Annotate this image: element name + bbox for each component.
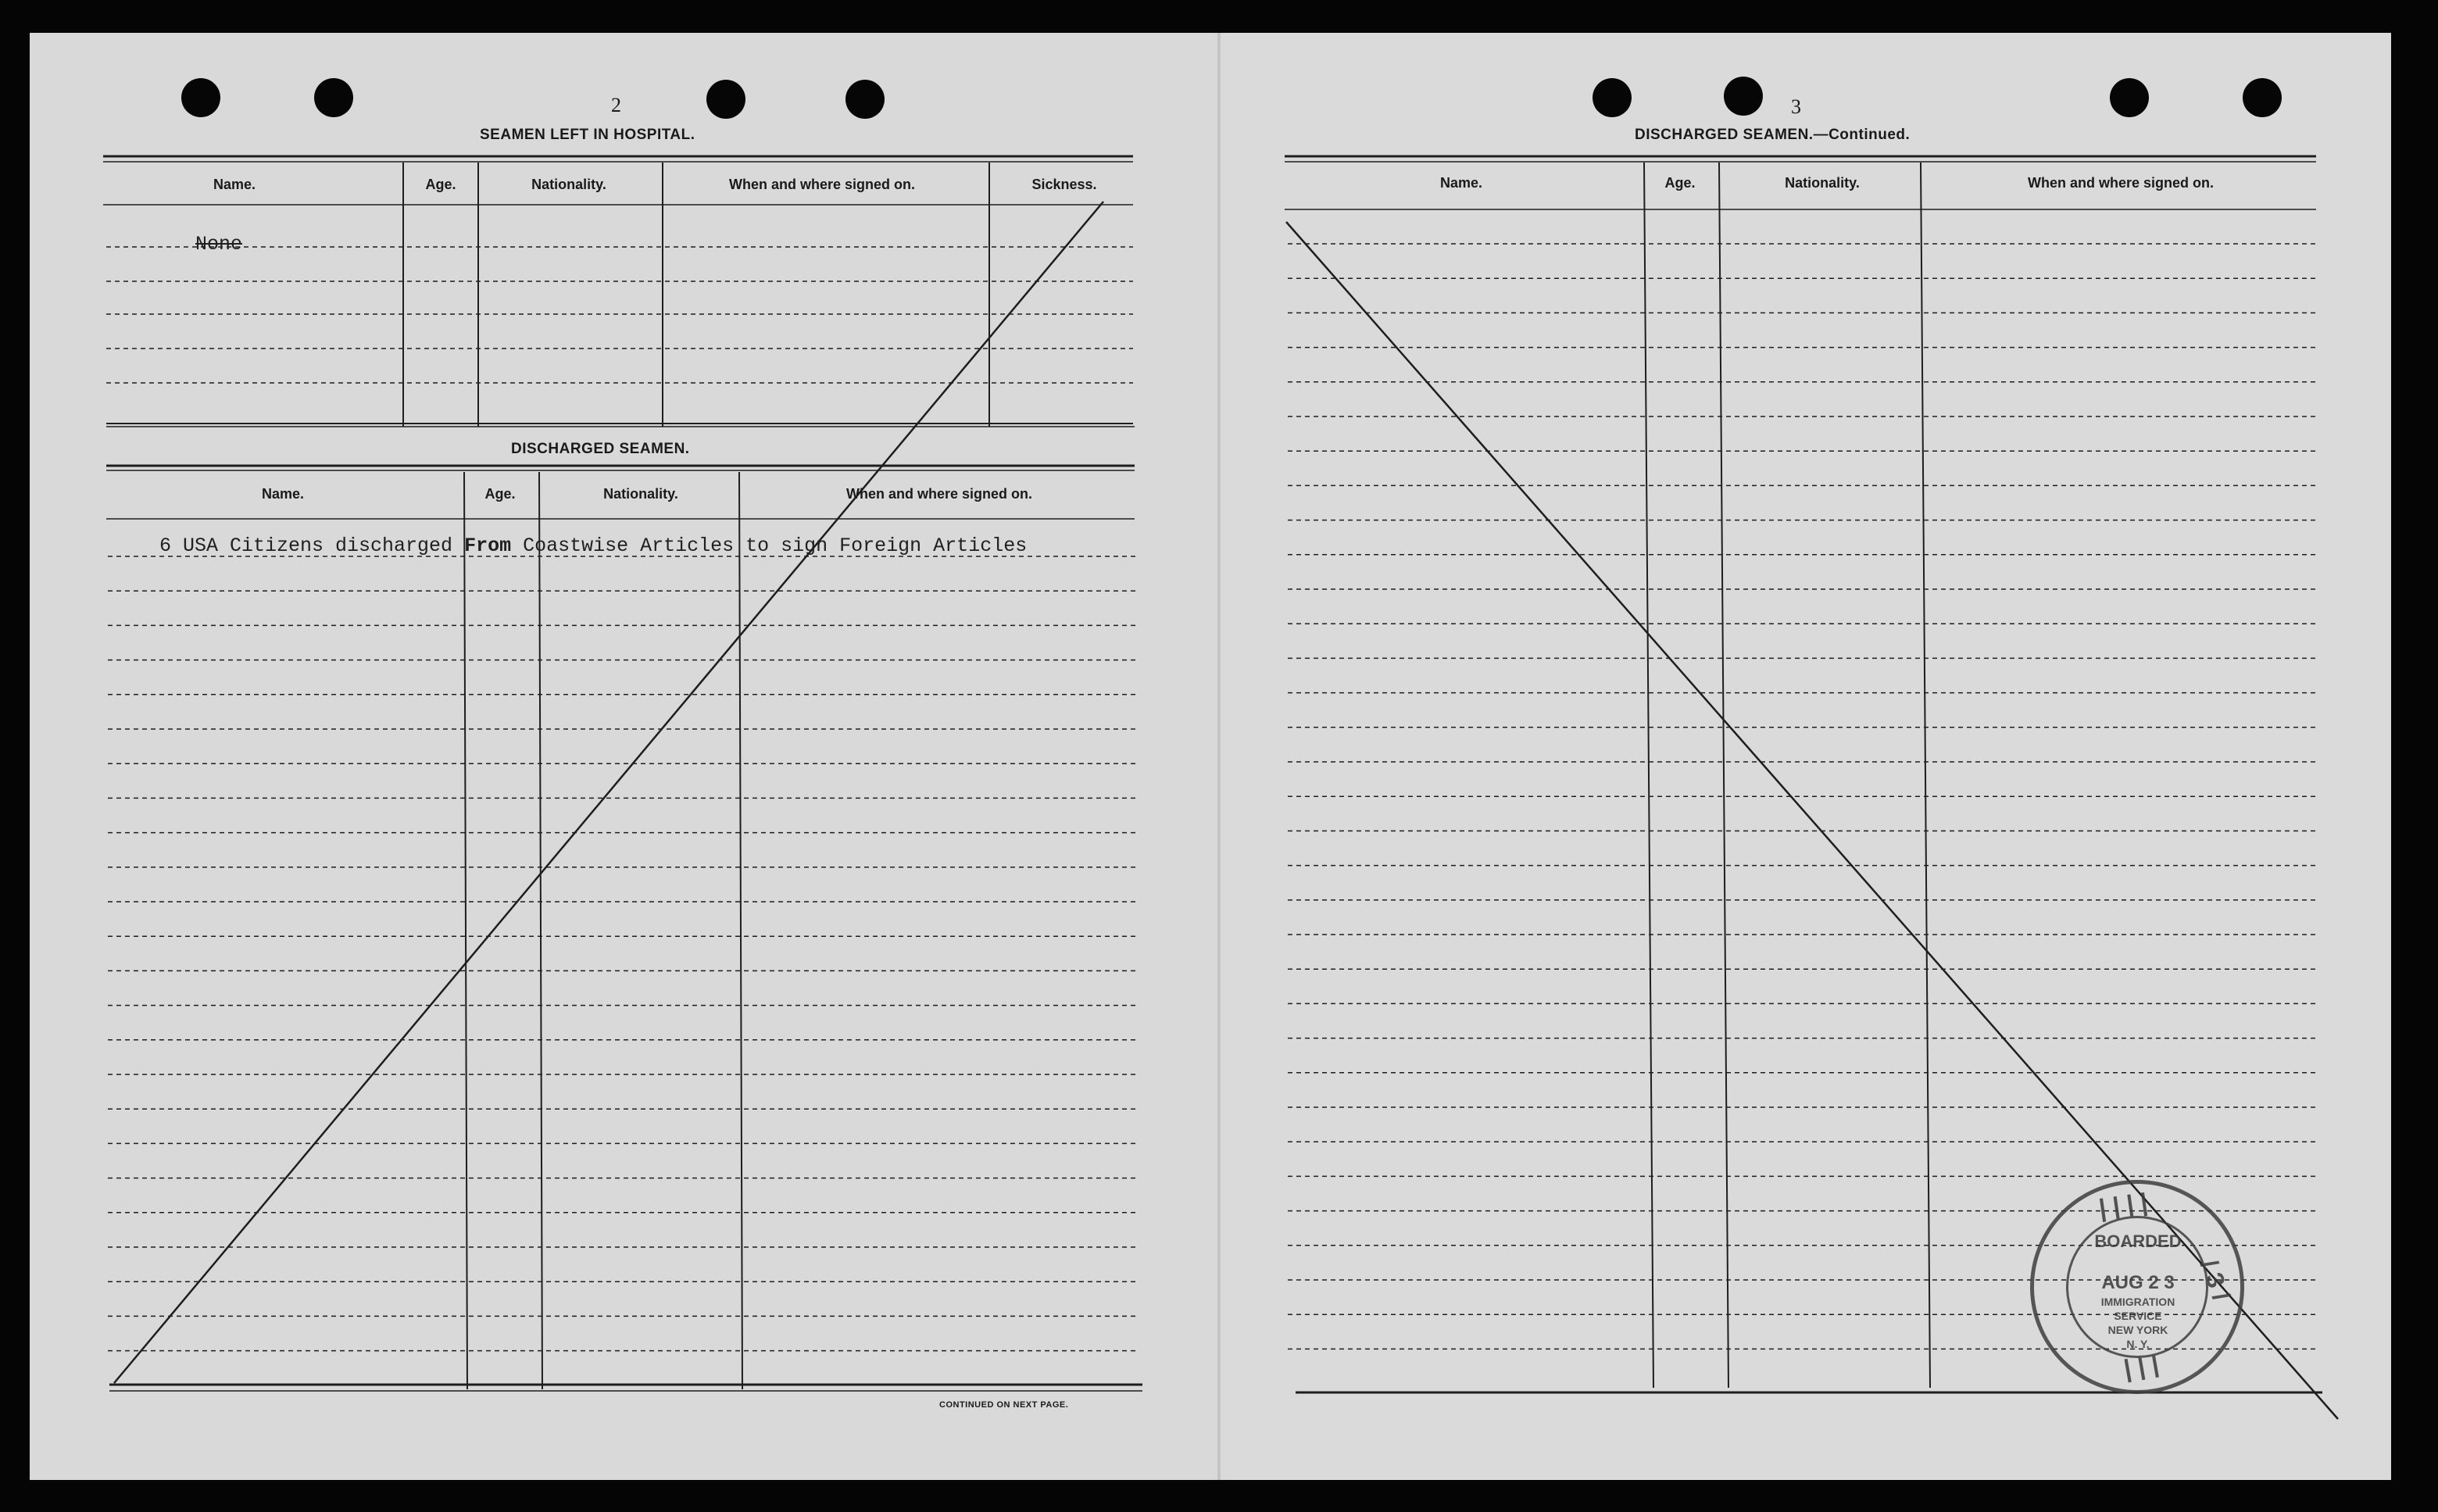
discharged-col-nationality: Nationality.: [603, 486, 678, 502]
column-rule: [1644, 163, 1653, 1388]
stamp-line: N. Y.: [2126, 1338, 2150, 1350]
stamp-date: AUG 2 3: [2101, 1272, 2175, 1293]
discharged-col-age: Age.: [484, 486, 516, 502]
hospital-col-name: Name.: [213, 177, 256, 192]
stamp-line: BOARDED: [2094, 1231, 2182, 1251]
right-col-nationality: Nationality.: [1785, 175, 1860, 191]
right-section-title: DISCHARGED SEAMEN.—Continued.: [1635, 127, 1911, 143]
immigration-stamp: [2030, 1180, 2246, 1396]
column-rule: [1921, 163, 1930, 1388]
column-rule: [739, 472, 742, 1389]
page-number: 2: [611, 94, 621, 116]
discharged-col-name: Name.: [261, 486, 305, 502]
page-number: 3: [1791, 95, 1801, 118]
entry-text-part2: Coastwise Articles to sign Foreign Articles: [511, 534, 1028, 557]
stamp-line: SERVICE: [2114, 1310, 2162, 1322]
discharged-entry: [159, 534, 1027, 557]
column-rule: [539, 472, 542, 1389]
continued-note: CONTINUED ON NEXT PAGE.: [939, 1400, 1069, 1410]
entry-text-emphasis: From: [464, 534, 512, 557]
right-col-name: Name.: [1439, 175, 1483, 191]
discharged-col-signed-on: When and where signed on.: [845, 486, 1033, 502]
stamp-ring-marks: / 3 /: [2195, 1256, 2236, 1305]
hospital-section-title: SEAMEN LEFT IN HOSPITAL.: [480, 127, 695, 143]
right-col-age: Age.: [1664, 175, 1696, 191]
cancel-diagonal: [114, 202, 1103, 1383]
stamp-ring-marks: | | | |: [2097, 1187, 2150, 1223]
entry-text-part1: 6 USA Citizens discharged: [159, 534, 465, 557]
column-rule: [1719, 163, 1728, 1388]
hospital-col-sickness: Sickness.: [1031, 177, 1097, 192]
hospital-col-nationality: Nationality.: [531, 177, 606, 192]
discharged-section-title: DISCHARGED SEAMEN.: [511, 441, 690, 457]
hospital-col-signed-on: When and where signed on.: [728, 177, 916, 192]
stamp-ring-marks: | | |: [2122, 1349, 2161, 1383]
right-col-signed-on: When and where signed on.: [2027, 175, 2215, 191]
hospital-entry: None: [195, 233, 243, 256]
hospital-col-age: Age.: [425, 177, 456, 192]
stamp-line: NEW YORK: [2107, 1324, 2168, 1336]
stamp-line: IMMIGRATION: [2100, 1296, 2175, 1308]
column-rule: [464, 472, 467, 1389]
